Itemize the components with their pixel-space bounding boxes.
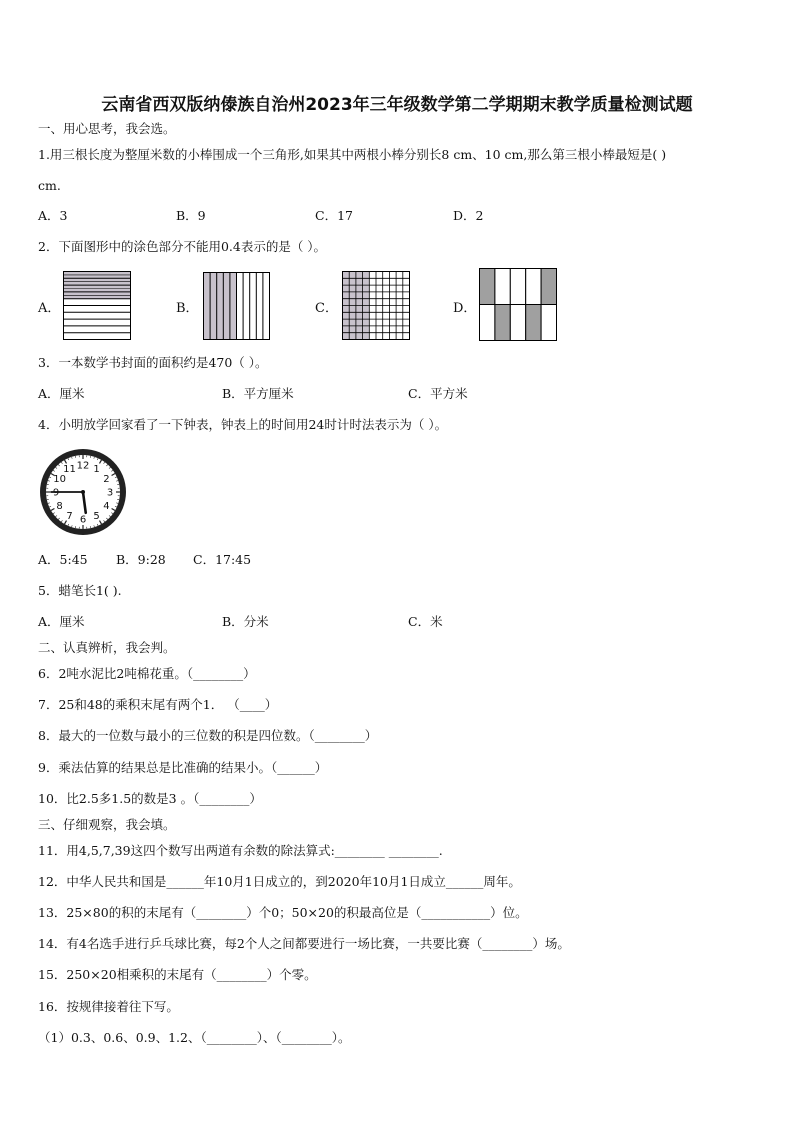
clock-number: 1 [93, 464, 100, 476]
q2-figure-d [479, 268, 558, 342]
q2-figure-b [203, 272, 271, 341]
q5-option-b: B．分米 [222, 614, 269, 629]
q3-text: 3．一本数学书封面的面积约是470（ ）。 [38, 355, 268, 370]
q1-option-c: C．17 [315, 208, 353, 223]
clock-number: 6 [79, 514, 87, 526]
q9-text: 9．乘法估算的结果总是比准确的结果小。（______） [38, 760, 328, 775]
q2-figure-c [342, 271, 411, 341]
q4-option-c: C．17:45 [193, 552, 252, 567]
q4-option-a: A．5:45 [38, 552, 88, 567]
q16-sub1: （1）0.3、0.6、0.9、1.2、（________）、（________）。 [38, 1030, 351, 1045]
clock-number: 12 [76, 460, 90, 472]
q2-label-b: B． [176, 301, 199, 316]
clock-number: 2 [103, 474, 110, 485]
q14-text: 14．有4名选手进行乒乓球比赛，每2个人之间都要进行一场比赛，一共要比赛（________）场。 [38, 936, 570, 951]
clock-number: 3 [106, 487, 114, 499]
section-2-heading: 二、认真辨析，我会判。 [38, 640, 176, 655]
q2-label-c: C． [315, 301, 338, 316]
q3-option-c: C．平方米 [408, 386, 468, 401]
page-title: 云南省西双版纳傣族自治州2023年三年级数学第二学期期末教学质量检测试题 [101, 95, 693, 115]
q3-option-a: A．厘米 [38, 386, 85, 401]
clock-number: 5 [93, 510, 100, 522]
q7-text: 7．25和48的乘积末尾有两个1． （____） [38, 697, 278, 712]
q1-text-cont: cm. [38, 178, 61, 193]
q8-text: 8．最大的一位数与最小的三位数的积是四位数。（________） [38, 728, 378, 743]
clock-number: 8 [56, 501, 63, 512]
clock-number: 9 [52, 487, 60, 499]
section-1-heading: 一、用心思考，我会选。 [38, 121, 176, 136]
q5-option-a: A．厘米 [38, 614, 85, 629]
q11-text: 11．用4,5,7,39这四个数写出两道有余数的除法算式:________ ________. [38, 843, 443, 858]
q5-text: 5．蜡笔长1( ). [38, 583, 122, 598]
q2-text: 2．下面图形中的涂色部分不能用0.4表示的是（ ）。 [38, 239, 327, 254]
q3-option-b: B．平方厘米 [222, 386, 294, 401]
q5-option-c: C．米 [408, 614, 443, 629]
q4-option-b: B．9:28 [116, 552, 166, 567]
q1-option-b: B．9 [176, 208, 206, 223]
q6-text: 6．2吨水泥比2吨棉花重。（________） [38, 666, 256, 681]
clock-number: 4 [103, 501, 110, 512]
q2-label-d: D． [453, 301, 477, 316]
q1-option-d: D．2 [453, 208, 484, 223]
q16-text: 16．按规律接着往下写。 [38, 999, 179, 1014]
q4-text: 4．小明放学回家看了一下钟表，钟表上的时间用24时计时法表示为（ ）。 [38, 417, 448, 432]
q15-text: 15．250×20相乘积的末尾有（________）个零。 [38, 967, 317, 982]
q2-figure-a [63, 271, 132, 341]
q1-text: 1.用三根长度为整厘米数的小棒围成一个三角形,如果其中两根小棒分别长8 cm、10 cm,那么第三根小棒最短是( ) [38, 147, 667, 162]
q10-text: 10．比2.5多1.5的数是3 。（________） [38, 791, 262, 806]
section-3-heading: 三、仔细观察，我会填。 [38, 817, 176, 832]
q12-text: 12．中华人民共和国是______年10月1日成立的，到2020年10月1日成立______周年。 [38, 874, 521, 889]
q2-label-a: A． [38, 301, 61, 316]
q13-text: 13．25×80的积的末尾有（________）个0；50×20的积最高位是（___________）位。 [38, 905, 528, 920]
clock-number: 10 [53, 474, 66, 485]
q1-option-a: A．3 [38, 208, 68, 223]
q4-clock [38, 447, 128, 537]
clock-number: 11 [63, 464, 76, 476]
clock-number: 7 [66, 510, 73, 522]
